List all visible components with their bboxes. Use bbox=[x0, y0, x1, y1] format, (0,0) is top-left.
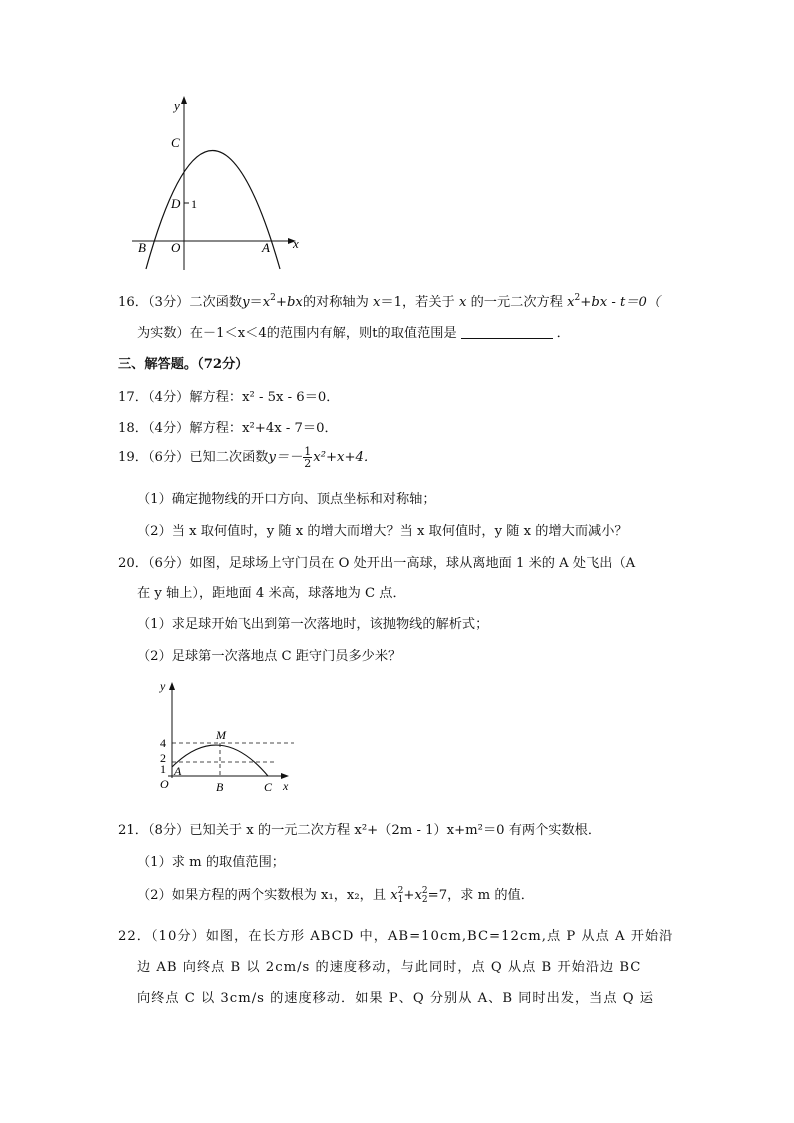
question-20-sub2: （2）足球第一次落地点 C 距守门员多少米？ bbox=[137, 649, 402, 664]
label-o: O bbox=[171, 240, 181, 255]
y-axis-arrow bbox=[181, 96, 187, 104]
label-a: A bbox=[262, 240, 270, 255]
question-22-line3: 向终点 C 以 3cm/s 的速度移动．如果 P、Q 分别从 A、B 同时出发，当点 Q 运 bbox=[137, 991, 654, 1006]
question-22-line1: 22．（10分）如图，在长方形 ABCD 中，AB=10cm,BC=12cm,点 P 从点 A 开始沿 bbox=[118, 929, 674, 944]
figure-football-trajectory bbox=[150, 674, 310, 798]
question-21-sub1: （1）求 m 的取值范围； bbox=[137, 855, 285, 870]
label-b: B bbox=[138, 240, 146, 255]
question-21-sub2: （2）如果方程的两个实数根为 x₁，x₂，且 x 2 1 +x 2 2 =7，求 m 的值． bbox=[137, 885, 534, 905]
question-20-sub1: （1）求足球开始飞出到第一次落地时，该抛物线的解析式； bbox=[137, 617, 489, 632]
question-20-line1: 20．（6分）如图，足球场上守门员在 O 处开出一高球，球从离地面 1 米的 A 处飞出（A bbox=[118, 556, 636, 571]
question-21-line1: 21．（8分）已知关于 x 的一元二次方程 x²+（2m - 1）x+m²＝0 有两个实数根． bbox=[118, 823, 602, 838]
tick-2: 2 bbox=[160, 751, 166, 765]
question-20-line2: 在 y 轴上），距地面 4 米高，球落地为 C 点． bbox=[137, 586, 406, 601]
question-17: 17．（4分）解方程：x² - 5x - 6＝0． bbox=[118, 390, 340, 405]
label-y: y bbox=[174, 98, 180, 113]
question-16-line1: 16．（3分）二次函数$y=x^2+bx$的对称轴为 x＝1，若关于 x 的一元二次方程 $x^2+bx - t=0$（ bbox=[118, 293, 661, 310]
question-16-line2: 为实数）在－1＜x＜4的范围内有解，则t的取值范围是 ． bbox=[137, 326, 570, 341]
label-a: A bbox=[174, 764, 182, 778]
label-d: D bbox=[171, 196, 181, 211]
label-x: x bbox=[283, 779, 289, 793]
tick-4: 4 bbox=[160, 736, 166, 750]
label-b: B bbox=[216, 780, 224, 794]
fraction-half: $\frac{1}{2}$ bbox=[304, 445, 312, 470]
label-o: O bbox=[160, 777, 169, 791]
question-22-line2: 边 AB 向终点 B 以 2cm/s 的速度移动，与此同时，点 Q 从点 B 开始沿边 BC bbox=[137, 960, 642, 975]
parabola-curve bbox=[146, 151, 280, 270]
figure-parabola-1 bbox=[128, 92, 308, 272]
label-c: C bbox=[264, 780, 273, 794]
question-18: 18．（4分）解方程：x²+4x - 7＝0． bbox=[118, 421, 338, 436]
question-19-sub1: （1）确定抛物线的开口方向、顶点坐标和对称轴； bbox=[137, 492, 436, 507]
question-19-sub2: （2）当 x 取何值时，y 随 x 的增大而增大？当 x 取何值时，y 随 x 的增大而减小？ bbox=[137, 524, 628, 539]
label-one: 1 bbox=[191, 197, 197, 211]
section-3-heading: 三、解答题。（72分） bbox=[118, 357, 249, 372]
tick-1: 1 bbox=[160, 762, 166, 776]
y-axis-arrow bbox=[169, 682, 175, 690]
label-x: x bbox=[293, 236, 299, 251]
label-y: y bbox=[160, 679, 166, 693]
answer-blank[interactable] bbox=[461, 326, 553, 339]
question-19: 19．（6分）已知二次函数y＝－ $\frac{1}{2}$ x²+x+4． bbox=[118, 445, 378, 470]
label-c: C bbox=[171, 135, 180, 150]
label-m: M bbox=[216, 728, 226, 742]
